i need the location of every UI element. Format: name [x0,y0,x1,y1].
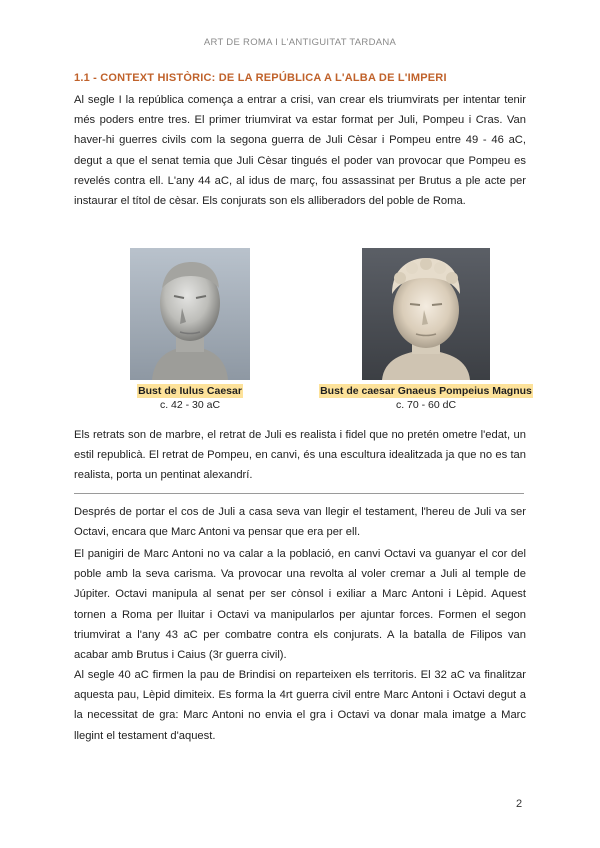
page-number: 2 [516,798,523,810]
caesar-bust-image [130,248,250,380]
figure-date: c. 70 - 60 dC [395,399,457,411]
paragraph-portraits: Els retrats son de marbre, el retrat de Juli es realista i fidel que no pretén ometre l'edat, un estil republicà. El retrat de Pompeu, en canvi, és una escultura idealitzada ja que no es tan realista, porta un pentinat alexandrí. [74,429,526,482]
pompey-bust-image [362,248,490,380]
paragraph-context: Al segle I la república comença a entrar a crisi, van crear els triumvirats per intentar tenir més poders entre tres. El primer triumvirat va estar format per Juli, Pompeu i Cras. Van haver-hi guerres civils com la segona guerra de Juli Cèsar i Pompeu entre 49 - 46 aC, degut a que el senat temia que Juli Cèsar tingués el poder van provocar que Pompeu es revelés contra ell. L'any 44 aC, al idus de març, fou assassinat per Brutus a ple acte per instaurar el títol de cèsar. Els conjurats son els alliberadors del poble de Roma. [74,94,526,208]
figure-pompey [298,248,554,412]
running-header: ART DE ROMA I L'ANTIGUITAT TARDANA [203,37,397,48]
figure-caption: Bust de Iulus Caesar [138,385,242,397]
figure-date: c. 42 - 30 aC [159,399,221,411]
paragraph-brindisi: Al segle 40 aC firmen la pau de Brindisi on reparteixen els territoris. El 32 aC va finalitzar aquesta pau, Lèpid dimiteix. Es forma la 4rt guerra civil entre Marc Antoni i Octavi degut a la necessitat de gra: Marc Antoni no envia el gra i Octavi va donar mala imatge a Marc llegint el testament d'aquest. [74,669,526,742]
section-title: 1.1 - CONTEXT HISTÒRIC: DE LA REPÚBLICA A L'ALBA DE L'IMPERI [74,72,447,84]
figure-caesar [100,248,280,412]
paragraph-second-triumvirate: El panigiri de Marc Antoni no va calar a la població, en canvi Octavi va guanyar el cor del poble amb la seva carisma. Va provocar una revolta al voler cremar a Juli al temple de Júpiter. Octavi manipula al senat per ser cònsol i exiliar a Marc Antoni i Lèpid. Aquest tornen a Roma per lluitar i Octavi va manipularlos per ajuntar forces. Formen el segon triumvirat a l'any 43 aC per combatre contra els conjurats. A la batalla de Filipos van acabar amb Brutus i Caius (3r guerra civil). [74,548,526,662]
horizontal-divider [74,493,524,494]
figure-caption: Bust de caesar Gnaeus Pompeius Magnus [320,385,532,397]
paragraph-testament: Després de portar el cos de Juli a casa seva van llegir el testament, l'hereu de Juli va ser Octavi, encara que Marc Antoni va pensar que era per ell. [74,506,526,539]
